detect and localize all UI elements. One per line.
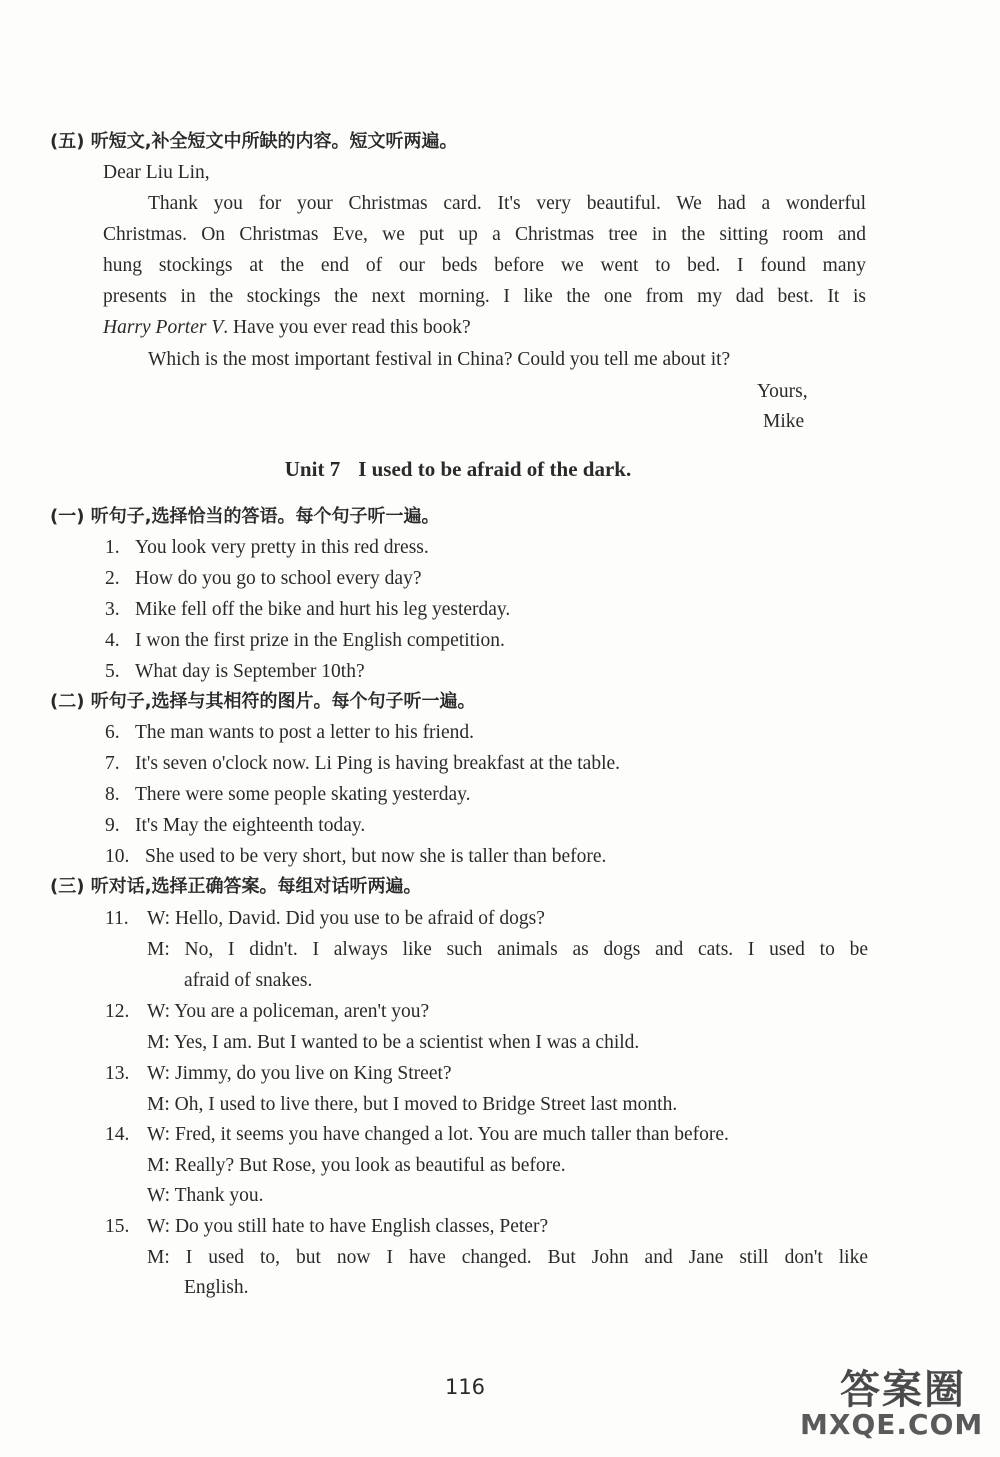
dialogue-line: M: No, I didn't. I always like such animals as dogs and cats. I used to be: [147, 939, 868, 960]
dialogue-line: M: Oh, I used to live there, but I moved to Bridge Street last month.: [147, 1094, 678, 1115]
dialogue-number: 12.: [105, 1001, 130, 1022]
unit-label: Unit 7: [284, 457, 341, 481]
list-item: 1. You look very pretty in this red dress.: [105, 537, 429, 558]
dialogue-line: afraid of snakes.: [184, 970, 313, 991]
dialogue-line: English.: [184, 1277, 249, 1298]
letter-line: hung stockings at the end of our beds before we went to bed. I found many: [103, 255, 866, 276]
dialogue-line: W: Jimmy, do you live on King Street?: [147, 1063, 452, 1084]
letter-signature: Mike: [763, 411, 805, 432]
unit-title: [0, 457, 916, 482]
letter-line: [103, 316, 471, 340]
watermark-logo: [800, 1358, 990, 1450]
list-item: 10. She used to be very short, but now she is taller than before.: [105, 846, 607, 867]
letter-line: Thank you for your Christmas card. It's very beautiful. We had a wonderful: [148, 193, 866, 214]
dialogue-line: W: Do you still hate to have English classes, Peter?: [147, 1216, 549, 1237]
list-item: 5. What day is September 10th?: [105, 661, 365, 682]
watermark-text: 答案圈: [840, 1367, 966, 1413]
dialogue-line: W: Thank you.: [147, 1185, 264, 1206]
part3-heading: (三) 听对话,选择正确答案。每组对话听两遍。: [50, 876, 422, 897]
letter-text: . Have you ever read this book?: [223, 317, 471, 338]
letter-line: presents in the stockings the next morning. I like the one from my dad best. It is: [103, 286, 866, 307]
list-item: 6. The man wants to post a letter to his friend.: [105, 722, 475, 743]
list-item: 4. I won the first prize in the English competition.: [105, 630, 505, 651]
book-title: Harry Porter V: [103, 317, 224, 338]
list-item: 9. It's May the eighteenth today.: [105, 815, 366, 836]
dialogue-line: M: I used to, but now I have changed. But John and Jane still don't like: [147, 1247, 868, 1268]
letter-closing: Yours,: [757, 381, 808, 402]
dialogue-number: 14.: [105, 1124, 130, 1145]
dialogue-number: 13.: [105, 1063, 130, 1084]
part2-heading: (二) 听句子,选择与其相符的图片。每个句子听一遍。: [50, 691, 476, 712]
dialogue-line: W: Hello, David. Did you use to be afraid of dogs?: [147, 908, 545, 929]
list-item: 7. It's seven o'clock now. Li Ping is having breakfast at the table.: [105, 753, 621, 774]
watermark-url: MXQE.COM: [800, 1408, 984, 1441]
dialogue-line: W: Fred, it seems you have changed a lot. You are much taller than before.: [147, 1124, 729, 1145]
list-item: 3. Mike fell off the bike and hurt his leg yesterday.: [105, 599, 511, 620]
section-heading: (五) 听短文,补全短文中所缺的内容。短文听两遍。: [50, 131, 458, 152]
dialogue-line: M: Yes, I am. But I wanted to be a scientist when I was a child.: [147, 1032, 640, 1053]
letter-line: Christmas. On Christmas Eve, we put up a Christmas tree in the sitting room and: [103, 224, 866, 245]
unit-name: I used to be afraid of the dark.: [358, 457, 632, 481]
dialogue-line: M: Really? But Rose, you look as beautiful as before.: [147, 1155, 566, 1176]
part1-heading: (一) 听句子,选择恰当的答语。每个句子听一遍。: [50, 506, 440, 527]
list-item: 8. There were some people skating yesterday.: [105, 784, 471, 805]
list-item: 2. How do you go to school every day?: [105, 568, 422, 589]
dialogue-number: 11.: [105, 908, 129, 929]
letter-greeting: Dear Liu Lin,: [103, 162, 210, 183]
dialogue-number: 15.: [105, 1216, 130, 1237]
dialogue-line: W: You are a policeman, aren't you?: [147, 1001, 430, 1022]
letter-line: Which is the most important festival in China? Could you tell me about it?: [148, 349, 731, 370]
page-number: 116: [444, 1375, 486, 1399]
